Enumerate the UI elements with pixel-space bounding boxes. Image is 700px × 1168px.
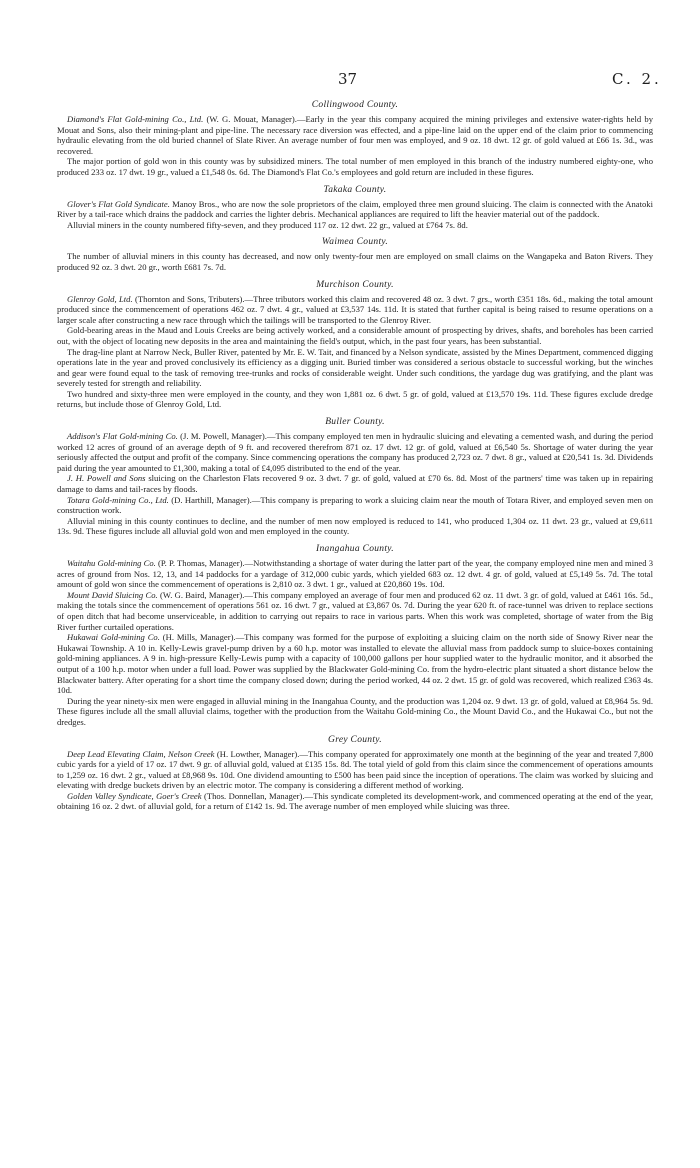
paragraph <box>57 114 653 156</box>
paragraph-text: Two hundred and sixty-three men were employed in the county, and they won 1,881 oz. 6 dwt. 5 gr. of gold, valued at £13,570 19s. 11d. These figures exclude dredge returns, but include those of Glenroy Gold, Ltd. <box>57 388 653 410</box>
paragraph-text: Alluvial miners in the county numbered fifty-seven, and they produced 117 oz. 12 dwt. 22 gr., valued at £764 7s. 8d. <box>67 219 468 230</box>
paragraph-lead: Hukawai Gold-mining Co. <box>67 632 160 643</box>
paragraph-text: (W. G. Mouat, Manager).—Early in the year this company acquired the mining privileges and extensive water-rights held by Mouat and Sons, also their mining-plant and pipe-line. The necessary race diversion was effected, and a pipe-line laid on the upper end of the claim prior to commencing hydraulic elevating from the old buried channel of Slate River. An average number of four men was employed, and 9 oz. 18 dwt. 12 gr. of gold valued at £66 1s. 3d., was recovered. <box>57 114 653 156</box>
paragraph <box>57 696 653 728</box>
page-number: 37 <box>338 70 358 88</box>
paragraph-text: The major portion of gold won in this county was by subsidized miners. The total number of men employed in this branch of the industry numbered eighty-one, who produced 233 oz. 17 dwt. 19 gr., valued a £1,548 0s. 6d. The Diamond's Flat Co.'s employees and gold return are included in these figures. <box>57 156 653 177</box>
paragraph-text: (Thos. Donnellan, Manager).—This syndicate completed its development-work, and commenced operating at the end of the year, obtaining 16 oz. 2 dwt. of alluvial gold, for a return of £142 1s. 9d. The average number of men employed while sluicing was three. <box>57 790 653 812</box>
paragraph <box>57 220 653 231</box>
section-heading: Grey County. <box>328 734 382 745</box>
paragraph-text: (P. P. Thomas, Manager).—Notwithstanding a shortage of water during the latter part of the year, the company employed nine men and mined 3 acres of ground from Nos. 12, 13, and 14 paddocks for a yardage of 312,000 cubic yards, which yielded 683 oz. 12 dwt. 4 gr. of gold, valued at £5,149 5s. 7d. The total amount of gold won since the commencement of operations is 2,810 oz. 3 dwt. 1 gr., valued at £20,860 19s. 10d. <box>57 558 654 590</box>
section-heading: Waimea County. <box>321 237 389 248</box>
paragraph-text: (W. G. Baird, Manager).—This company employed an average of four men and produced 62 oz. 11 dwt. 3 gr. of gold, valued at £461 16s. 5d., making the totals since the commencement of operations 561 oz. 16 dwt. 7 gr., valued at £3,867 0s. 7d. During the year 620 ft. of race-tunnel was driven to replace sections of open ditch that had become unserviceable, in addition to carrying out repairs to race in various parts. When this work was completed, shortage of water from the Big River further curtailed operations. <box>57 589 653 632</box>
paragraph <box>57 495 653 516</box>
paragraph <box>57 558 653 590</box>
paragraph <box>57 389 653 410</box>
paragraph-text: (Thornton and Sons, Tributers).—Three tributors worked this claim and recovered 48 oz. 3 dwt. 7 grs., worth £351 18s. 6d., making the total amount produced since the commencement of operations 462 oz. 7 dwt. 4 gr., valued at £3,537 14s. 11d. It is stated that further capital is being raised to resume operations on a larger scale after constructing a new race through which the tailings will be transported to the Glenroy River. <box>57 293 654 325</box>
paragraph-text: (H. Lowther, Manager).—This company operated for approximately one month at the beginning of the year and treated 7,800 cubic yards for a yield of 17 oz. 17 dwt. 9 gr. of alluvial gold, valued at £135 15s. 8d. The total yield of gold from this claim since the commencement of operations amounts to 1,259 oz. 16 dwt. 2 gr., valued at £8,968 9s. 10d. One dividend amounting to £500 has been paid since the inception of operations. The claim was worked by sluicing and elevating with dredge buckets driven by an electric motor. The company is considering a different method of working. <box>57 748 653 791</box>
paragraph <box>57 294 653 326</box>
section-heading: Takaka County. <box>323 184 387 195</box>
page-header <box>0 70 700 90</box>
paragraph <box>57 791 653 812</box>
paragraph-text: During the year ninety-six men were engaged in alluvial mining in the Inangahua County, and the production was 1,204 oz. 9 dwt. 13 gr. of gold, valued at £8,964 5s. 9d. These figures include all the small alluvial claims, together with the production from the Waitahu Gold-mining Co., the Mount David Co., and the Hukawai Co., but not the dredges. <box>57 695 653 727</box>
paragraph <box>57 749 653 791</box>
paragraph-lead: Diamond's Flat Gold-mining Co., Ltd. <box>67 114 204 124</box>
paragraph-lead: Golden Valley Syndicate, Goer's Creek <box>67 790 202 801</box>
paragraph-lead: Addison's Flat Gold-mining Co. <box>67 431 178 442</box>
paragraph-text: The drag-line plant at Narrow Neck, Buller River, patented by Mr. E. W. Tait, and financed by a Nelson syndicate, assisted by the Mines Department, commenced digging operations late in the year and proved conclusively its efficiency as a digging unit. Buried timber was considered a serious obstacle to successful working, but the winches and gear were found equal to the task of removing tree-trunks and rocks of considerable weight. Under such conditions, the yardage dug was gratifying, and the plant was severely tested for strength and reliability. <box>57 346 653 389</box>
paragraph-lead: Totara Gold-mining Co., Ltd. <box>67 494 169 505</box>
paragraph <box>57 632 653 696</box>
paragraph-lead: Glover's Flat Gold Syndicate. <box>67 198 170 209</box>
paragraph-text: (H. Mills, Manager).—This company was formed for the purpose of exploiting a sluicing claim on the north side of Snowy River near the Hukawai Township. A 10 in. Kelly-Lewis gravel-pump driven by a 60 h.p. motor was installed to elevate the alluvial mass from paddock sump to sluice-boxes containing gold-mining appliances. A 9 in. high-pressure Kelly-Lewis pump with a capacity of 100,000 gallons per hour supplied water to the hydraulic monitor, and it absorbed the output of a 100 h.p. motor when under a full load. Power was supplied by the Blackwater Gold-mining Co. from the hydro-electric plant situated a short distance below the Blackwater battery. After operating for a short time the company closed down; during the period worked, 44 oz. 2 dwt. 15 gr. of gold was recovered, which realized £363 4s. 10d. <box>57 632 653 696</box>
paragraph <box>57 347 653 389</box>
paragraph-text: The number of alluvial miners in this county has decreased, and now only twenty-four men are employed on small claims on the Wangapeka and Baton Rivers. They produced 92 oz. 3 dwt. 20 gr., worth £681 7s. 7d. <box>57 251 653 272</box>
section-heading: Murchison County. <box>316 279 394 290</box>
paragraph <box>57 325 653 346</box>
paragraph-text: Alluvial mining in this county continues to decline, and the number of men now employed is reduced to 141, who produced 1,304 oz. 11 dwt. 23 gr., valued at £9,611 13s. 9d. These figures include all alluvial gold won and men employed in the county. <box>57 515 653 537</box>
paragraph-text: (D. Harthill, Manager).—This company is preparing to work a sluicing claim near the mouth of Totara River, and employed seven men on construction work. <box>57 494 653 516</box>
section-heading: Inangahua County. <box>316 544 394 554</box>
paragraph <box>57 199 653 220</box>
paragraph-lead: Glenroy Gold, Ltd. <box>67 293 133 304</box>
paragraph-lead: J. H. Powell and Sons <box>67 473 146 484</box>
paragraph <box>57 473 653 494</box>
paragraph-text: sluicing on the Charleston Flats recovered 9 oz. 3 dwt. 7 gr. of gold, valued at £70 6s. 8d. Most of the partners' time was taken up in repairing damage to dams and tail-races by floods. <box>57 473 654 495</box>
paragraph <box>57 251 653 272</box>
paragraph-lead: Deep Lead Elevating Claim, Nelson Creek <box>67 748 215 759</box>
paragraph <box>57 156 653 177</box>
paragraph-text: Manoy Bros., who are now the sole proprietors of the claim, employed three men ground sluicing. The claim is connected with the Anatoki River by a tail-race which drains the paddock and carries the lighter debris. Mechanical appliances are required to lift the heavier material out of the paddock. <box>57 198 653 220</box>
paragraph <box>57 590 653 632</box>
section-heading: Buller County. <box>325 417 385 428</box>
paragraph <box>57 516 653 537</box>
paragraph <box>57 431 653 473</box>
paragraph-text: Gold-bearing areas in the Maud and Louis Creeks are being actively worked, and a considerable amount of prospecting by drives, shafts, and boreholes has been carried out, with the object of locating new deposits in the area and maintaining the field's output, which, in the past four years, has been substantial. <box>57 325 653 346</box>
paragraph-lead: Waitahu Gold-mining Co. <box>67 558 156 568</box>
paragraph-text: (J. M. Powell, Manager).—This company employed ten men in hydraulic sluicing and elevating a cemented wash, and during the period worked 12 acres of ground of an average depth of 9 ft. and recovered therefrom 871 oz. 17 dwt. 12 gr. of gold, valued at £6,540 5s. Shortage of water during the year seriously affected the output and profit of the company. Since commencing operations the company has produced 2,723 oz. 7 dwt. 8 gr., valued at £20,541 1s. 3d. Dividends paid during the year amounted to £1,300, making a total of £4,095 distributed to the end of the year. <box>57 431 653 473</box>
paragraph-lead: Mount David Sluicing Co. <box>67 589 158 600</box>
page-code: C. 2. <box>612 70 662 88</box>
section-heading: Collingwood County. <box>311 100 399 110</box>
page-body <box>57 100 653 812</box>
